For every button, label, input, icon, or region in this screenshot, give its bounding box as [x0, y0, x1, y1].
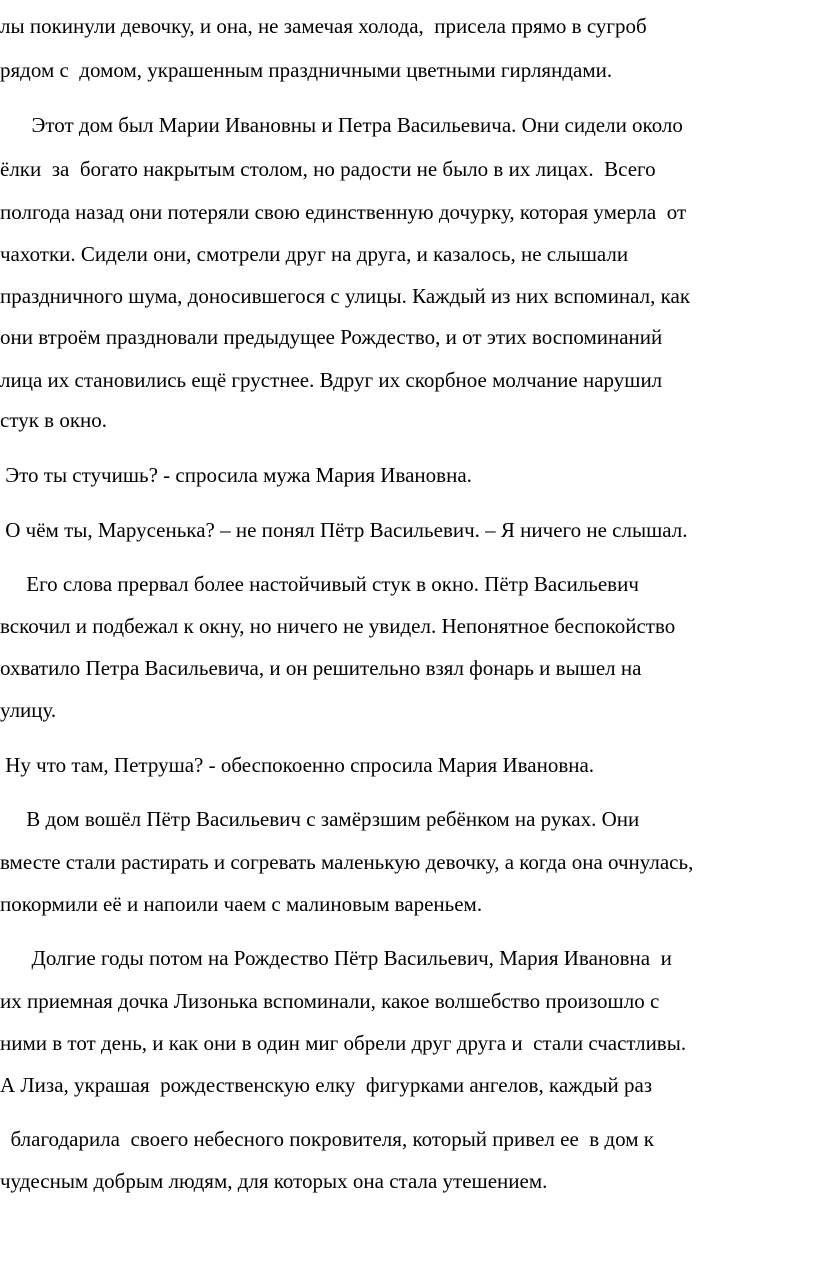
text-line: Его слова прервал более настойчивый стук в окно. Пётр Васильевич: [0, 572, 639, 596]
text-line: лы покинули девочку, и она, не замечая холода, присела прямо в сугроб: [0, 14, 647, 38]
text-line: стук в окно.: [0, 408, 108, 432]
text-line: они втроём праздновали предыдущее Рождество, и от этих воспоминаний: [0, 325, 663, 349]
text-line: чахотки. Сидели они, смотрели друг на друга, и казалось, не слышали: [0, 242, 629, 266]
text-line: Ну что там, Петруша? - обеспокоенно спросила Мария Ивановна.: [0, 753, 595, 777]
text-line: их приемная дочка Лизонька вспоминали, какое волшебство произошло с: [0, 989, 660, 1013]
text-line: чудесным добрым людям, для которых она стала утешением.: [0, 1169, 548, 1193]
text-line: улицу.: [0, 698, 57, 722]
text-line: охватило Петра Васильевича, и он решительно взял фонарь и вышел на: [0, 656, 642, 680]
text-line: ёлки за богато накрытым столом, но радости не было в их лицах. Всего: [0, 157, 656, 181]
text-line: Это ты стучишь? - спросила мужа Мария Ивановна.: [0, 463, 472, 487]
text-line: Долгие годы потом на Рождество Пётр Васильевич, Мария Ивановна и: [0, 946, 672, 970]
text-line: вскочил и подбежал к окну, но ничего не увидел. Непонятное беспокойство: [0, 614, 676, 638]
text-line: праздничного шума, доносившегося с улицы. Каждый из них вспоминал, как: [0, 284, 691, 308]
text-line: благодарила своего небесного покровителя, который привел ее в дом к: [0, 1127, 654, 1151]
text-line: Этот дом был Марии Ивановны и Петра Васильевича. Они сидели около: [0, 113, 683, 137]
text-line: полгода назад они потеряли свою единственную дочурку, которая умерла от: [0, 200, 687, 224]
text-line: ними в тот день, и как они в один миг обрели друг друга и стали счастливы.: [0, 1031, 687, 1055]
text-line: лица их становились ещё грустнее. Вдруг их скорбное молчание нарушил: [0, 368, 663, 392]
text-line: вместе стали растирать и согревать маленькую девочку, а когда она очнулась,: [0, 850, 694, 874]
text-line: О чём ты, Марусенька? – не понял Пётр Васильевич. – Я ничего не слышал.: [0, 518, 688, 542]
text-line: покормили её и напоили чаем с малиновым вареньем.: [0, 892, 483, 916]
text-line: В дом вошёл Пётр Васильевич с замёрзшим ребёнком на руках. Они: [0, 807, 640, 831]
text-line: рядом с домом, украшенным праздничными цветными гирляндами.: [0, 58, 613, 82]
text-line: А Лиза, украшая рождественскую елку фигурками ангелов, каждый раз: [0, 1073, 653, 1097]
